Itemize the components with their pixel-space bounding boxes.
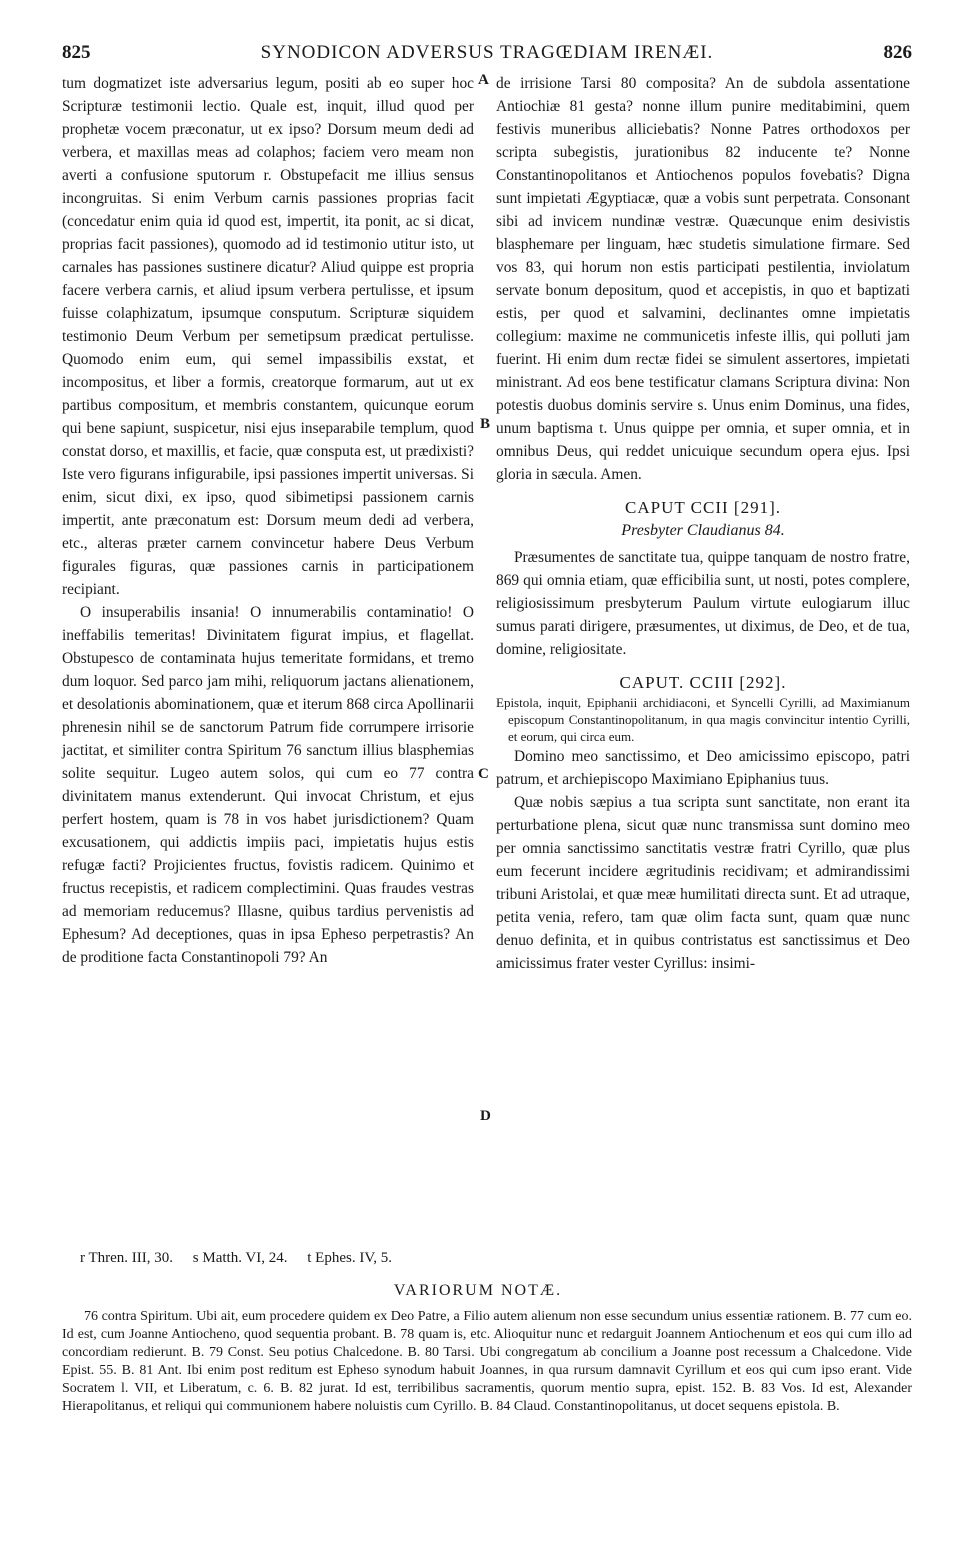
right-column: [496, 72, 910, 975]
chapter-heading-202: CAPUT CCII [291].: [625, 498, 781, 517]
left-paragraph-1: tum dogmatizet iste adversarius legum, positi ab eo super hoc Scripturæ testimonii lectio. Quale est, inquit, illud quod per prophetæ vocem præconatur, ut ex ipso? Dorsum meum dedi ad verbera, et maxillas meas ad colaphos; faciem vero meam non averti a confusione sputorum r. Obstupefacit me illius sensus incongruitas. Si enim Verbum carnis passiones proprias facit (concedatur enim quia id quod est, impertit, ita ponit, ac si dicat, proprias facit passiones), quomodo ad id testimonio utitur isto, ut carnales has passiones sustinere dicatur? Aliud quippe est propria facere verbera carnis, et aliud ipsum verbera pertulisse, et ipsum fuisse colaphizatum, ipsumque consputum. Scripturæ siquidem testimonio Deum Verbum per semetipsum prædicat pertulisse. Quomodo enim eum, qui semel impassibilis exstat, et incompositus, et liber a formis, creatorque formarum, aut ut ex partibus compositum, et membris constantem, quicunque eorum qui bene sapiunt, suspicetur, nisi ejus inseparabile templum, quod constat dorso, et maxillis, et facie, quæ consputa est, ut prædixisti? Iste vero figurans infigurabile, ipsi passiones impertit universas. Si enim, sicut dixi, ex ipso, quod sibimetipsi passionem carnis impertit, ante præconatum est: Dorsum meum dedi ad verbera, etc., alteras præter carnem convincetur habere Deus Verbum figurales figuras, quæ passiones carnis in participationem recipiant.: [62, 75, 474, 598]
right-paragraph-1: de irrisione Tarsi 80 composita? An de subdola assentatione Antiochiæ 81 gesta? nonne illum punire meditabimini, quem festivis muneribus alliciebatis? Nonne Patres orthodoxos per scripta subegistis, jurationibus 82 inducente te? Nonne Constantinopolitanos et Antiochenos populos fovebatis? Digna sunt impietati Ægyptiacæ, quæ a vobis sunt perpetrata. Consonant sibi ad invicem nundinæ vestræ. Quæcunque enim desivistis blasphemare per linguam, hæc studetis simulatione firmare. Sed vos 83, qui horum non estis participati pestilentia, inviolatum servate bonum depositum, quod et accepistis, in quo et baptizati estis, per quod et salvamini, declinantes omne impietatis collegium: maxime ne communicetis infeste illis, qui polluti jam fuerint. Hi enim dum rectæ fidei se simulent assertores, impietati ministrant. Ad eos bene testificatur clamans Scriptura divina: Non potestis duobus dominis servire s. Unus enim Dominus, una fides, unum baptisma t. Unus quippe per omnia, et super omnia, et in omnibus Deus, qui reddet unicuique secundum opera ejus. Ipsi gloria in sæcula. Amen.: [496, 75, 910, 483]
right-paragraph-4: Quæ nobis sæpius a tua scripta sunt sanctitate, non erant ita perturbatione plena, sicut quæ nunc transmissa sunt domino meo per omnia sanctissimo sanctitatis vestræ fratri Cyrillo, quæ plus eum fecerunt incidere ægritudinis recidivam; et admirandissimi tribuni Aristolai, et quæ meæ humilitati directa sunt. Et ad utraque, petita venia, refero, tam quæ olim facta sunt, quam quæ nunc denuo definita, et in quibus contristatus est sanctissimus et Deo amicissimus frater vester Cyrillus: insimi-: [496, 794, 910, 972]
reference-s: s Matth. VI, 24.: [192, 1250, 288, 1266]
right-paragraph-2: Præsumentes de sanctitate tua, quippe tanquam de nostro fratre, 869 qui omnia etiam, quæ efficibilia sunt, ut nosti, potes complere, religiosissimum presbyterum Paulum virtute eulogiarum illuc sumus parati dirigere, præsumentes, ut diximus, de Deo, et de tua, domine, religiositate.: [496, 549, 910, 658]
chapter-heading-203: CAPUT. CCIII [292].: [619, 673, 787, 692]
left-column: [62, 72, 474, 969]
margin-letter-d: D: [480, 1108, 491, 1124]
reference-t: t Ephes. IV, 5.: [307, 1250, 392, 1266]
left-paragraph-2: O insuperabilis insania! O innumerabilis contaminatio! O ineffabilis temeritas! Divinitatem figurat impius, et flagellat. Obstupesco de contaminata hujus temeritate formidans, et tremo dum loquor. Sed parco jam mihi, reliquorum jactans alienationem, et desolationis abominationem, quæ et iterum 868 circa Apollinarii phrenesin nihil se de sanctorum Patrum fide corrumpere irrisorie jactitat, et similiter contra Spiritum 76 sanctum illius blasphemias solite sequitur. Lugeo autem solos, qui cum eo 77 contra divinitatem manus extenderunt. Qui invocat Christum, et ejus perfert hostem, quam is 78 in vos habet jurisdictionem? Quam excusationem, qui addictis impiis paci, impietatis hujus estis refugæ facti? Projicientes fructus, fovistis radicem. Quinimo et fructus recepistis, et radicem complectimini. Quas fraudes vestras ad memoriam reducemus? Illasne, quibus tardius pervenistis ad Ephesum? Ad deceptiones, quas in ipsa Epheso perpetrastis? An de proditione facta Constantinopoli 79? An: [62, 604, 474, 966]
running-title: SYNODICON ADVERSUS TRAGŒDIAM IRENÆI.: [260, 42, 714, 63]
chapter-summary-203: Epistola, inquit, Epiphanii archidiaconi, et Syncelli Cyrilli, ad Maximianum episcopum Constantinopolitanum, in qua magis convincitur intentio Cyrilli, et eorum, qui circa eum.: [496, 695, 910, 744]
chapter-subheading-202: Presbyter Claudianus 84.: [621, 522, 785, 539]
page-number-right: 826: [883, 42, 912, 63]
reference-r: r Thren. III, 30.: [80, 1250, 174, 1266]
right-paragraph-3: Domino meo sanctissimo, et Deo amicissimo episcopo, patri patrum, et archiepiscopo Maximiano Epiphanius tuus.: [496, 748, 910, 788]
page-header: [62, 42, 912, 70]
notes-heading: VARIORUM NOTÆ.: [393, 1282, 563, 1299]
scripture-references: [80, 1250, 408, 1267]
variorum-notes: [62, 1308, 912, 1416]
margin-letter-b: B: [480, 416, 491, 432]
margin-letter-a: A: [478, 72, 489, 88]
notes-text: 76 contra Spiritum. Ubi ait, eum procedere quidem ex Deo Patre, a Filio autem alienum non esse secundum unius essentiæ rationem. B. 77 cum eo. Id est, cum Joanne Antiocheno, quod sequentia probant. B. 78 quam is, etc. Alioquitur nunc et redarguit Joannem Antiochenum et eos qui cum illo ad concordiam redierunt. B. 79 Const. Seu potius Chalcedone. B. 80 Tarsi. Ubi congregatum ab concilium a Joanne post recessum a Chalcedone. Vide Epist. 55. B. 81 Ant. Ibi enim post reditum est Epheso synodum habuit Joannes, in qua rursum damnavit Cyrillum et eos qui cum ipso erant. Vide Socratem l. VII, et Liberatum, c. 6. B. 82 jurat. Id est, terribilibus sacramentis, quorum mentio supra, epist. 152. B. 83 Vos. Id est, Alexander Hierapolitanus, et reliqui qui communionem habere noluistis cum Cyrillo. B. 84 Claud. Constantinopolitanus, ut docet sequens epistola. B.: [62, 1309, 912, 1414]
page-number-left: 825: [62, 42, 91, 63]
margin-letter-c: C: [478, 766, 489, 782]
